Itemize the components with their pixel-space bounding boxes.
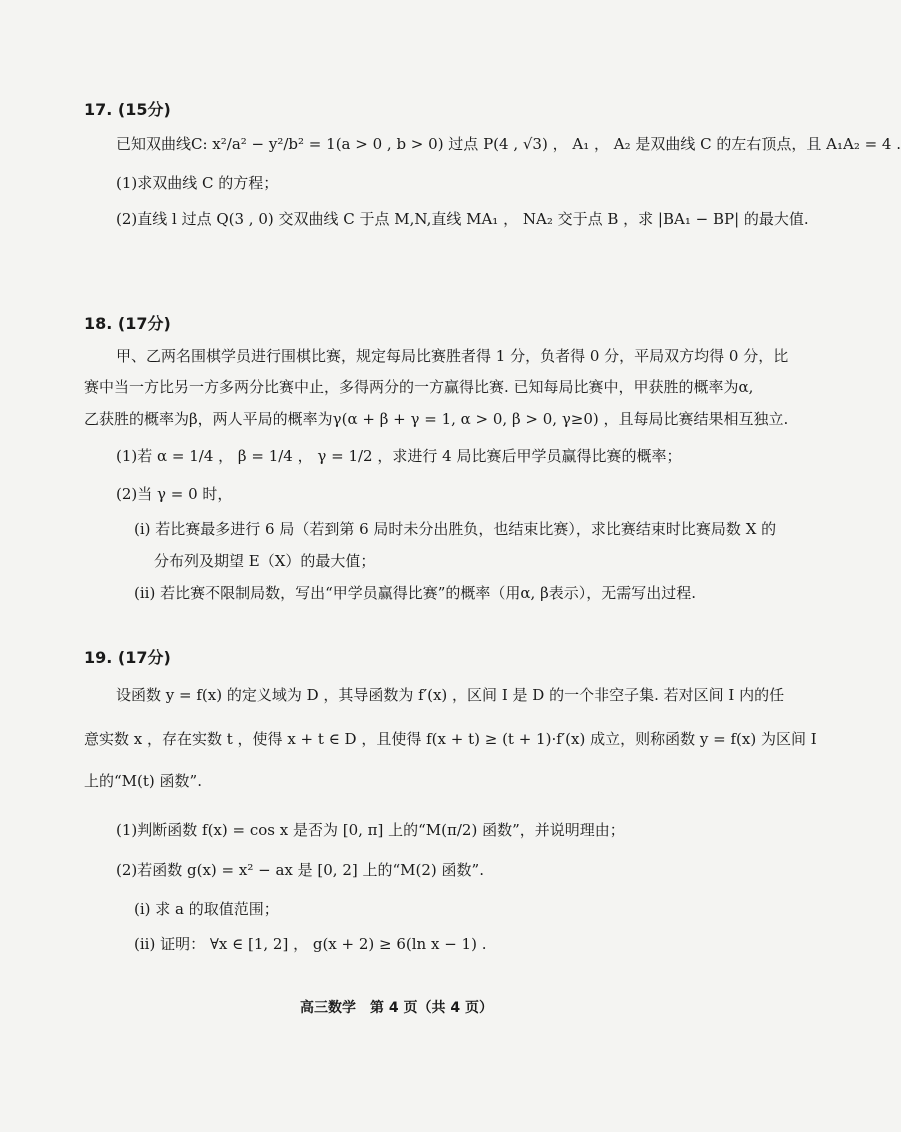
problem-18-part-1: (1)若 α = 1/4 ， β = 1/4 ， γ = 1/2 ，求进行 4 局比赛后甲学员赢得比赛的概率； [116, 447, 682, 465]
problem-18-header: 18. (17分) [84, 314, 171, 333]
problem-17-part-2: (2)直线 l 过点 Q(3 , 0) 交双曲线 C 于点 M,N,直线 MA₁ ， NA₂ 交于点 B ，求 |BA₁ − BP| 的最大值. [116, 210, 809, 228]
problem-18-statement-line-2: 赛中当一方比另一方多两分比赛中止，多得两分的一方赢得比赛. 已知每局比赛中，甲获胜的概率为α, [84, 378, 754, 396]
problem-19-statement-line-3: 上的“M(t) 函数”. [84, 772, 202, 790]
problem-18-part-2-i: (i) 若比赛最多进行 6 局（若到第 6 局时未分出胜负，也结束比赛），求比赛结束时比赛局数 X 的 [134, 520, 777, 538]
problem-19-statement-line-2: 意实数 x ，存在实数 t ，使得 x + t ∈ D ，且使得 f(x + t) ≥ (t + 1)·f′(x) 成立，则称函数 y = f(x) 为区间 I [84, 730, 817, 748]
problem-18-part-2: (2)当 γ = 0 时， [116, 485, 233, 503]
problem-18-statement-line-3: 乙获胜的概率为β，两人平局的概率为γ(α + β + γ = 1, α > 0, β > 0, γ≥0) ，且每局比赛结果相互独立. [84, 410, 789, 428]
problem-19-header: 19. (17分) [84, 648, 171, 667]
problem-17-header: 17. (15分) [84, 100, 171, 119]
page-footer: 高三数学 第 4 页（共 4 页） [300, 1000, 493, 1016]
problem-18-part-2-ii: (ii) 若比赛不限制局数，写出“甲学员赢得比赛”的概率（用α, β表示），无需写出过程. [134, 584, 697, 602]
problem-19-part-2: (2)若函数 g(x) = x² − ax 是 [0, 2] 上的“M(2) 函数”. [116, 861, 484, 879]
problem-19-part-2-ii: (ii) 证明： ∀x ∈ [1, 2] ， g(x + 2) ≥ 6(ln x − 1) . [134, 935, 487, 953]
problem-19-statement-line-1: 设函数 y = f(x) 的定义域为 D ，其导函数为 f′(x) ，区间 I 是 D 的一个非空子集. 若对区间 I 内的任 [116, 686, 785, 704]
problem-17-statement: 已知双曲线C: x²/a² − y²/b² = 1(a > 0 , b > 0) 过点 P(4 , √3) ， A₁ ， A₂ 是双曲线 C 的左右顶点，且 A₁A₂ = 4 . [116, 135, 901, 153]
problem-19-part-2-i: (i) 求 a 的取值范围； [134, 900, 279, 918]
problem-19-part-1: (1)判断函数 f(x) = cos x 是否为 [0, π] 上的“M(π/2) 函数”，并说明理由； [116, 821, 625, 839]
problem-18-statement-line-1: 甲、乙两名围棋学员进行围棋比赛，规定每局比赛胜者得 1 分，负者得 0 分，平局双方均得 0 分，比 [116, 347, 789, 365]
problem-18-part-2-i-cont: 分布列及期望 E（X）的最大值； [154, 552, 376, 570]
problem-17-part-1: (1)求双曲线 C 的方程； [116, 174, 279, 192]
